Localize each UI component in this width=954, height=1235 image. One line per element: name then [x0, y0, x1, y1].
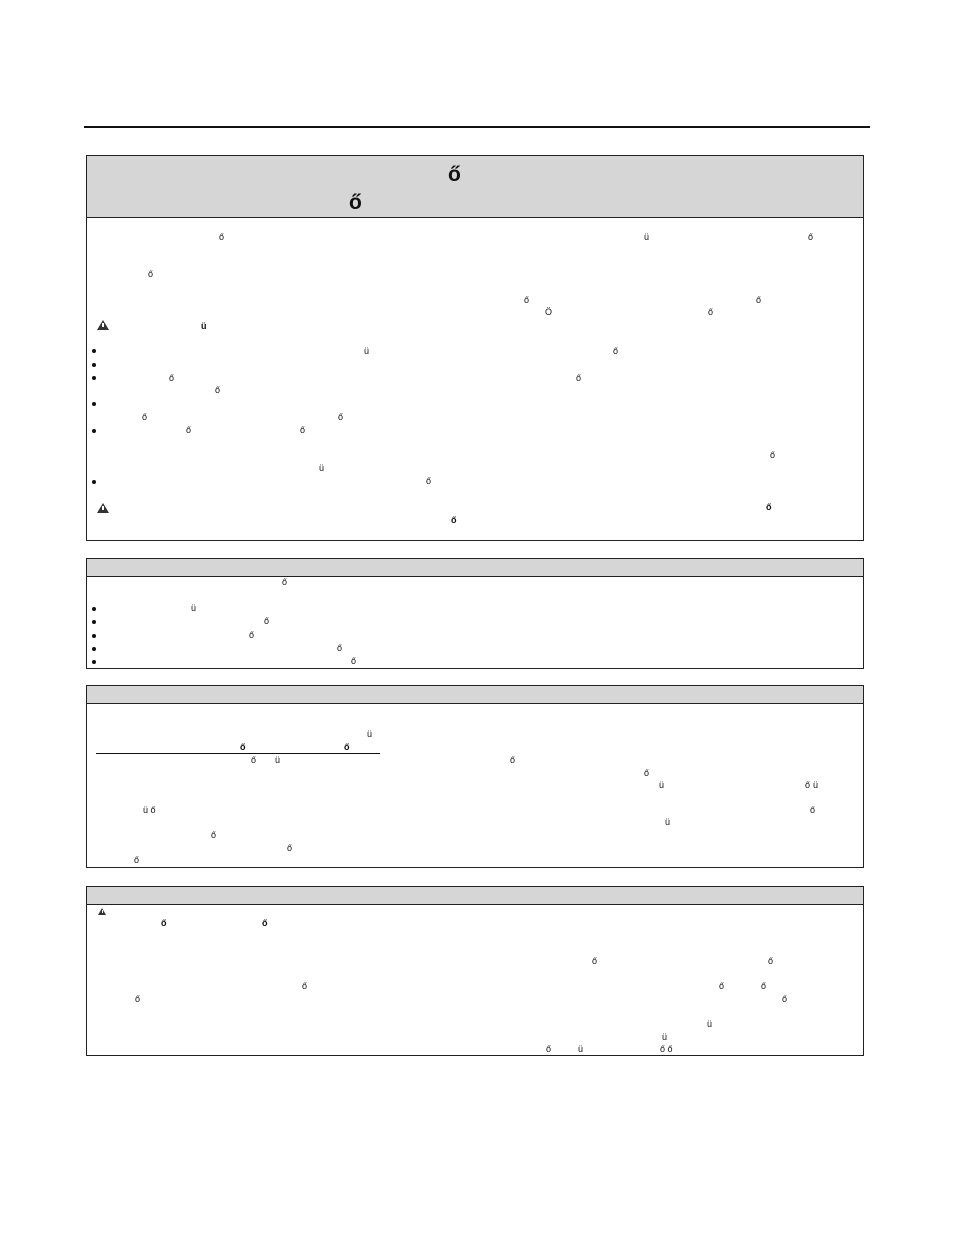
- section-box-3: [86, 685, 864, 868]
- text-glyph: ő: [782, 994, 788, 1004]
- text-glyph: ő: [344, 742, 350, 752]
- heading-glyph: ő: [448, 163, 461, 186]
- warning-icon: [97, 503, 109, 513]
- text-glyph: ü: [275, 755, 281, 765]
- section-box-1: [86, 155, 864, 541]
- warning-icon: [97, 320, 109, 330]
- bullet: [92, 363, 96, 367]
- text-glyph: ő: [576, 373, 582, 383]
- text-glyph: ő: [148, 269, 154, 279]
- text-glyph: ő: [805, 780, 811, 790]
- text-glyph: ü: [813, 780, 819, 790]
- text-glyph: ő: [592, 956, 598, 966]
- header-rule: [84, 126, 870, 128]
- text-glyph: ő: [761, 981, 767, 991]
- text-glyph: ő: [546, 1044, 552, 1054]
- text-glyph: ü: [364, 346, 370, 356]
- text-glyph: ü: [191, 603, 197, 613]
- text-glyph: ő: [770, 450, 776, 460]
- text-glyph: ő: [302, 981, 308, 991]
- text-glyph: ő: [282, 577, 288, 587]
- section-box-2: [86, 558, 864, 669]
- text-glyph: ő: [644, 768, 650, 778]
- text-glyph: ő: [808, 232, 814, 242]
- text-glyph: ő: [215, 385, 221, 395]
- text-glyph: ü: [578, 1044, 584, 1054]
- section-box-1-heading: [87, 156, 863, 218]
- text-glyph: ő: [240, 742, 246, 752]
- text-glyph: ü: [367, 729, 373, 739]
- text-glyph: ő: [142, 412, 148, 422]
- text-glyph: Ö: [545, 307, 553, 317]
- section-box-3-heading: [87, 686, 863, 704]
- text-glyph: ő: [161, 918, 167, 928]
- text-glyph: ü: [659, 780, 665, 790]
- text-glyph: ő: [719, 981, 725, 991]
- text-glyph: ő: [768, 956, 774, 966]
- text-glyph: ő: [510, 755, 516, 765]
- text-glyph: ő: [810, 805, 816, 815]
- text-glyph: ő: [756, 295, 762, 305]
- text-glyph: ő: [337, 643, 343, 653]
- text-glyph: ő: [287, 843, 293, 853]
- bullet: [92, 480, 96, 484]
- bullet: [92, 660, 96, 664]
- bullet: [92, 607, 96, 611]
- text-glyph: ü: [319, 463, 325, 473]
- text-glyph: ő: [134, 855, 140, 865]
- heading-glyph: ő: [349, 191, 362, 214]
- text-glyph: ő: [338, 412, 344, 422]
- bullet: [92, 634, 96, 638]
- section-box-4: [86, 886, 864, 1056]
- text-glyph: ü ő: [143, 805, 156, 815]
- text-glyph: ő: [211, 830, 217, 840]
- text-glyph: ő: [708, 307, 714, 317]
- text-glyph: ü: [644, 232, 650, 242]
- text-glyph: ő: [262, 918, 268, 928]
- bullet: [92, 402, 96, 406]
- text-glyph: ü: [707, 1019, 713, 1029]
- text-glyph: ő: [186, 425, 192, 435]
- text-glyph: ü: [201, 321, 207, 331]
- section-box-4-heading: [87, 887, 863, 905]
- text-glyph: ő: [351, 656, 357, 666]
- underline: [96, 753, 380, 754]
- bullet: [92, 376, 96, 380]
- text-glyph: ő: [264, 616, 270, 626]
- text-glyph: ő: [613, 346, 619, 356]
- text-glyph: ő: [249, 630, 255, 640]
- text-glyph: ő: [135, 994, 141, 1004]
- bullet: [92, 429, 96, 433]
- text-glyph: ő: [169, 373, 175, 383]
- bullet: [92, 647, 96, 651]
- bullet: [92, 349, 96, 353]
- text-glyph: ő: [300, 425, 306, 435]
- text-glyph: ő: [766, 502, 772, 512]
- text-glyph: ő: [426, 476, 432, 486]
- text-glyph: ő ő: [660, 1044, 673, 1054]
- section-box-2-heading: [87, 559, 863, 577]
- text-glyph: ő: [451, 515, 457, 525]
- text-glyph: ő: [219, 232, 225, 242]
- text-glyph: ő: [251, 755, 257, 765]
- bullet: [92, 620, 96, 624]
- text-glyph: ü: [665, 817, 671, 827]
- warning-icon: [98, 908, 106, 915]
- text-glyph: ő: [524, 295, 530, 305]
- text-glyph: ü: [662, 1032, 668, 1042]
